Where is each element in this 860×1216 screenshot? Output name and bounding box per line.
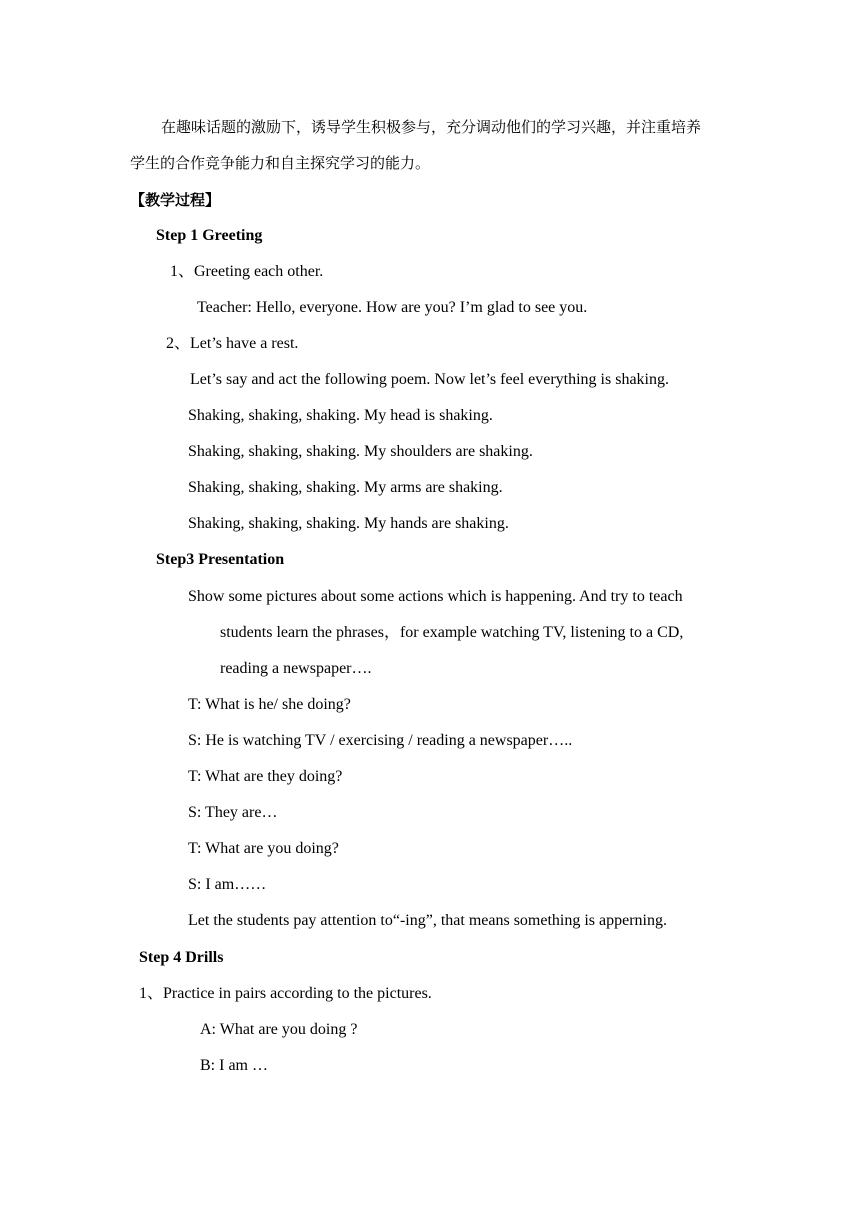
- step1-item-1: 1、Greeting each other.: [170, 263, 324, 280]
- dialogue-line: S: They are…: [188, 804, 278, 821]
- step3-desc-line-1: Show some pictures about some actions which is happening. And try to teach: [188, 588, 683, 605]
- step3-title: Step3 Presentation: [156, 551, 285, 568]
- intro-line-2: 学生的合作竞争能力和自主探究学习的能力。: [130, 154, 431, 172]
- step1-instruction: Let’s say and act the following poem. Now let’s feel everything is shaking.: [190, 371, 669, 388]
- dialogue-line: T: What is he/ she doing?: [188, 696, 351, 713]
- step4-title: Step 4 Drills: [139, 949, 224, 966]
- dialogue-line: T: What are they doing?: [188, 768, 343, 785]
- step1-teacher-line: Teacher: Hello, everyone. How are you? I’m glad to see you.: [197, 299, 588, 316]
- step3-desc-line-2: students learn the phrases，for example watching TV, listening to a CD,: [220, 624, 684, 641]
- dialogue-line: T: What are you doing?: [188, 840, 339, 857]
- poem-line: Shaking, shaking, shaking. My head is shaking.: [188, 407, 493, 424]
- step3-desc-line-3: reading a newspaper….: [220, 660, 372, 677]
- intro-line-1: 在趣味话题的激励下，诱导学生积极参与，充分调动他们的学习兴趣，并注重培养: [161, 118, 702, 136]
- dialogue-line: B: I am …: [200, 1057, 268, 1074]
- dialogue-line: A: What are you doing ?: [200, 1021, 358, 1038]
- poem-line: Shaking, shaking, shaking. My shoulders are shaking.: [188, 443, 533, 460]
- step1-item-2: 2、Let’s have a rest.: [166, 335, 299, 352]
- poem-line: Shaking, shaking, shaking. My arms are shaking.: [188, 479, 503, 496]
- step3-note: Let the students pay attention to“-ing”, that means something is apperning.: [188, 912, 667, 929]
- step1-title: Step 1 Greeting: [156, 227, 263, 244]
- dialogue-line: S: He is watching TV / exercising / reading a newspaper…..: [188, 732, 573, 749]
- step4-item-1: 1、Practice in pairs according to the pictures.: [139, 985, 432, 1002]
- poem-line: Shaking, shaking, shaking. My hands are shaking.: [188, 515, 509, 532]
- dialogue-line: S: I am……: [188, 876, 267, 893]
- section-heading: 【教学过程】: [130, 191, 221, 209]
